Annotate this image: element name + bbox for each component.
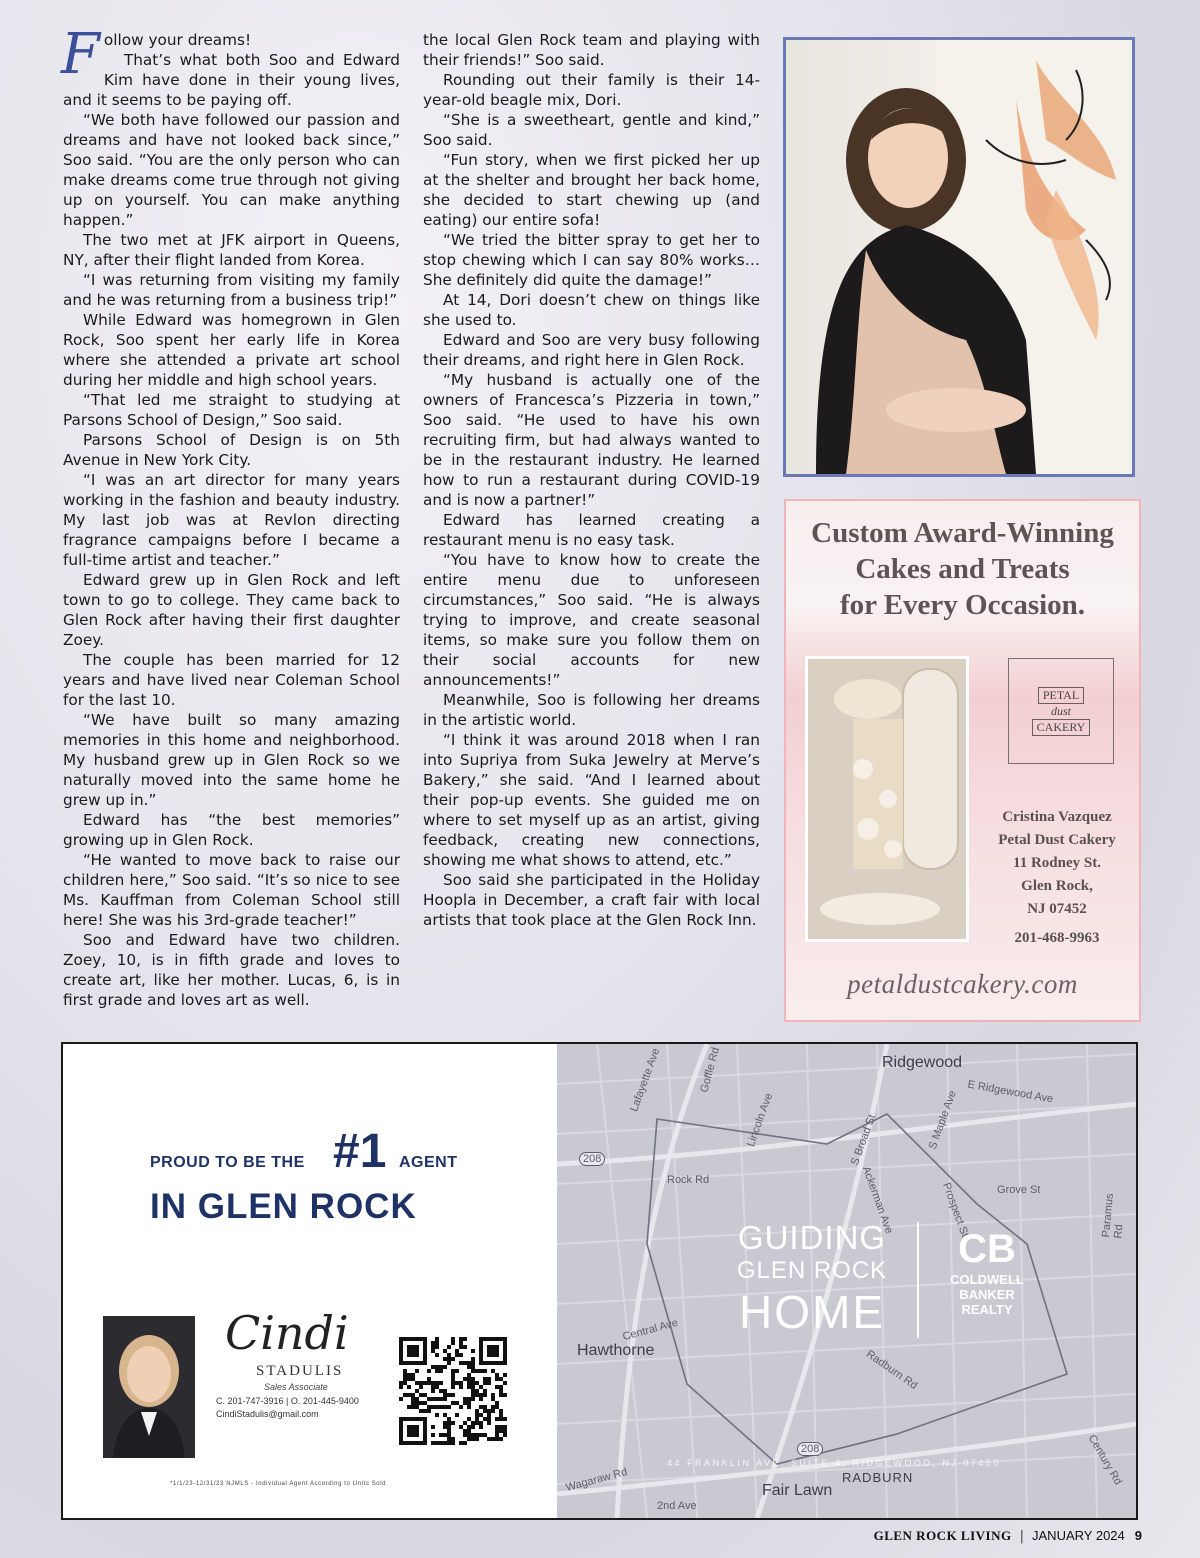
qr-code[interactable] [399, 1337, 507, 1445]
realtor-advertisement [61, 1042, 1138, 1520]
paragraph: “We both have followed our passion and dreams and have not looked back since,” Soo said. “You are the only person who can make dreams come true through not giving up on yourself. You can make anything happen.” [63, 111, 400, 229]
paragraph: Edward and Soo are very busy following their dreams, and right here in Glen Rock. [423, 331, 760, 369]
brand-banker: BANKER [959, 1287, 1015, 1302]
ad-headline-line-2: Cakes and Treats [855, 553, 1070, 585]
brand-realty: REALTY [961, 1302, 1013, 1317]
paragraph: “I think it was around 2018 when I ran into Supriya from Suka Jewelry at Merve’s Bakery,” she said. “And I learned about their pop-up events. She guided me on where to set myself up as an artist, giving feedback, creating new connections, showing me what shows to attend, etc.” [423, 731, 760, 869]
contact-name: Cristina Vazquez [1002, 809, 1112, 825]
paragraph: “Fun story, when we first picked her up at the shelter and brought her back home, she decided to start chewing up (and eating) our entire sofa! [423, 151, 760, 229]
coldwell-banker-logo [937, 1226, 1037, 1317]
realtor-ad-left-panel [63, 1044, 551, 1518]
map-town-radburn: RADBURN [842, 1470, 914, 1485]
map-street: 2nd Ave [657, 1500, 697, 1512]
footer-separator: | [1019, 1529, 1025, 1544]
logo-word-dust: dust [1050, 703, 1071, 718]
agent-email[interactable]: CindiStadulis@gmail.com [216, 1409, 319, 1419]
paragraph: “That led me straight to studying at Parsons School of Design,” Soo said. [63, 391, 400, 429]
issue-month: JANUARY 2024 [1032, 1528, 1125, 1543]
cake-photo [805, 656, 969, 942]
contact-phone: 201-468-9963 [1014, 930, 1100, 946]
brand-coldwell: COLDWELL [950, 1272, 1024, 1287]
paragraph: Soo said she participated in the Holiday Hoopla in December, a craft fair with local artists that took place at the Glen Rock Inn. [423, 871, 760, 929]
paragraph: Edward grew up in Glen Rock and left town to go to college. They came back to Glen Rock after having their first daughter Zoey. [63, 571, 400, 649]
agent-phones: C. 201-747-3916 | O. 201-445-9400 [216, 1396, 359, 1406]
tagline-divider [917, 1222, 919, 1338]
number-one: #1 [333, 1125, 387, 1178]
map-street: Ackerman Ave [859, 1164, 896, 1236]
article-column-1 [61, 22, 400, 1010]
paragraph: “You have to know how to create the entire menu due to unforeseen circumstances,” Soo said. “He is always trying to improve, and create seasonal items, so make sure you follow them on their social accounts for new announcements!” [423, 551, 760, 689]
drop-cap: F [61, 22, 100, 87]
glen-rock-map [557, 1044, 1136, 1518]
cakery-website-link[interactable]: petaldustcakery.com [847, 969, 1078, 999]
map-street: Lincoln Ave [744, 1091, 776, 1149]
page-number: 9 [1134, 1528, 1142, 1543]
map-street: Radburn Rd [863, 1348, 920, 1392]
tagline-guiding: GUIDING [737, 1219, 887, 1256]
paragraph: “We have built so many amazing memories in this home and neighborhood. My husband grew up in Glen Rock so we naturally moved into the same home he grew up in.” [63, 711, 400, 809]
portrait-photo [783, 37, 1135, 477]
paragraph: “My husband is actually one of the owners of Francesca’s Pizzeria in town,” Soo said. “He used to have his own recruiting firm, but had always wanted to be in the restaurant industry. He learned how to run a restaurant during COVID-19 and is now a partner!” [423, 371, 760, 509]
proud-text: PROUD TO BE THE [150, 1154, 305, 1171]
paragraph: Edward has learned creating a restaurant menu is no easy task. [423, 511, 760, 549]
map-town-hawthorne: Hawthorne [577, 1342, 655, 1359]
paragraph: “I was an art director for many years working in the fashion and beauty industry. My last job was at Revlon directing fragrance campaigns before I became a full-time artist and teacher.” [63, 471, 400, 569]
in-glen-rock-heading: IN GLEN ROCK [150, 1187, 417, 1226]
cakery-advertisement [784, 499, 1141, 1022]
office-address: 44 FRANKLIN AVE, SUITE 4, RIDGEWOOD, NJ 07450 [667, 1458, 1001, 1468]
paragraph: “We tried the bitter spray to get her to stop chewing which I can say 80% works… She definitely did quite the damage!” [423, 231, 760, 289]
map-town-ridgewood: Ridgewood [882, 1054, 963, 1071]
map-street: Goffle Rd [698, 1046, 722, 1094]
map-street: S Broad St [848, 1112, 879, 1168]
ad-headline-line-3: for Every Occasion. [839, 589, 1086, 621]
logo-word-cakery: CAKERY [1032, 719, 1091, 736]
cb-monogram-icon: CB [958, 1227, 1016, 1271]
map-street: E Ridgewood Ave [966, 1078, 1055, 1106]
map-street: Grove St [997, 1184, 1041, 1196]
ranking-disclaimer: *1/1/23-12/31/23 NJMLS - Individual Agent According to Units Sold [170, 1481, 387, 1487]
map-street: Wagaraw Rd [564, 1466, 629, 1494]
paragraph: The two met at JFK airport in Queens, NY, after their flight landed from Korea. [63, 231, 400, 269]
contact-business: Petal Dust Cakery [998, 832, 1116, 848]
cakery-logo [1008, 658, 1114, 764]
logo-word-petal: PETAL [1038, 687, 1084, 704]
contact-street: 11 Rodney St. [1013, 855, 1101, 871]
paragraph: ollow your dreams! [103, 31, 252, 49]
agent-role: Sales Associate [264, 1382, 328, 1392]
paragraph: “She is a sweetheart, gentle and kind,” Soo said. [423, 111, 760, 149]
ad-headline-line-1: Custom Award-Winning [811, 517, 1114, 549]
map-street: Paramus Rd [1100, 1193, 1126, 1239]
route-shield: 208 [579, 1152, 605, 1166]
agent-photo [103, 1316, 195, 1458]
tagline [722, 1219, 902, 1339]
paragraph: The couple has been married for 12 years and have lived near Coleman School for the last 10. [63, 651, 400, 709]
map-street: Rock Rd [667, 1174, 710, 1186]
paragraph: That’s what both Soo and Edward Kim have done in their young lives, and it seems to be paying off. [63, 51, 400, 109]
agent-text: AGENT [399, 1154, 458, 1171]
paragraph: Parsons School of Design is on 5th Avenue in New York City. [63, 431, 400, 469]
paragraph: At 14, Dori doesn’t chew on things like she used to. [423, 291, 760, 329]
publication-name: GLEN ROCK LIVING [873, 1528, 1012, 1543]
contact-city: Glen Rock, [1021, 878, 1093, 894]
agent-first-name-script: Cindi [225, 1306, 349, 1360]
map-town-fair-lawn: Fair Lawn [762, 1482, 833, 1499]
map-street: Lafayette Ave [628, 1046, 663, 1114]
first-paragraph [61, 22, 400, 110]
tagline-glen-rock: GLEN ROCK [736, 1257, 888, 1284]
portrait-illustration [786, 40, 1132, 474]
route-shield: 208 [797, 1442, 823, 1456]
agent-surname: STADULIS [256, 1363, 344, 1379]
paragraph: Meanwhile, Soo is following her dreams in the artistic world. [423, 691, 760, 729]
tagline-home: HOME [739, 1286, 885, 1338]
paragraph: While Edward was homegrown in Glen Rock, Soo spent her early life in Korea where she attended a private art school during her middle and high school years. [63, 311, 400, 389]
paragraph: “I was returning from visiting my family and he was returning from a business trip!” [63, 271, 400, 309]
article-column-2 [423, 30, 760, 930]
map-street: Century Rd [1085, 1432, 1124, 1488]
contact-zip: NJ 07452 [1027, 901, 1087, 917]
paragraph: Rounding out their family is their 14-year-old beagle mix, Dori. [423, 71, 760, 109]
map-street: S Maple Ave [926, 1089, 959, 1151]
map-street: Prospect St [940, 1181, 971, 1239]
map-street: Central Ave [621, 1316, 680, 1344]
paragraph: Edward has “the best memories” growing up in Glen Rock. [63, 811, 400, 849]
paragraph: the local Glen Rock team and playing with their friends!” Soo said. [423, 31, 760, 69]
paragraph: “He wanted to move back to raise our children here,” Soo said. “It’s so nice to see Ms. Kauffman from Coleman School still here! She was his 3rd-grade teacher!” [63, 851, 400, 929]
page-footer [874, 1528, 1142, 1544]
paragraph: Soo and Edward have two children. Zoey, 10, is in fifth grade and loves to create art, like her mother. Lucas, 6, is in first grade and loves art as well. [63, 931, 400, 1009]
